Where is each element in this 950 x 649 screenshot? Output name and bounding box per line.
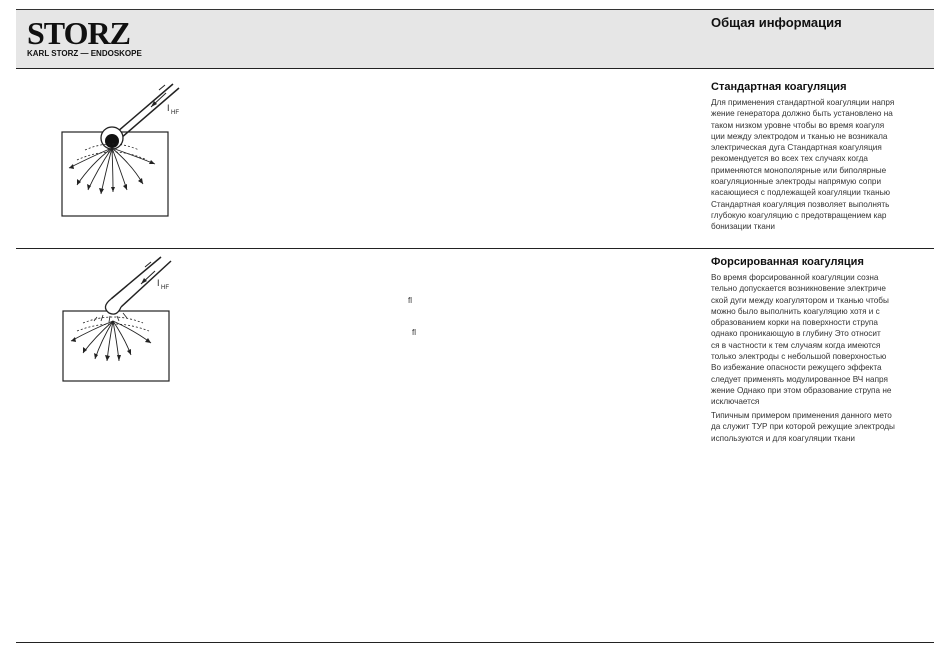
text-line: ся в частности к тем случаям когда имеются	[711, 340, 881, 350]
header-divider	[16, 68, 934, 69]
text-line: следует применять модулированное ВЧ напря	[711, 374, 888, 384]
logo-wordmark: STORZ	[27, 15, 130, 51]
text-line: исключается	[711, 397, 760, 407]
section-body-forced-example	[711, 410, 936, 444]
text-line: да служит ТУР при которой режущие электроды	[711, 422, 895, 432]
current-label: I	[167, 103, 170, 113]
stray-mark: ﬂ	[408, 296, 412, 305]
text-line: ции между электродом и тканью не возникала	[711, 131, 888, 141]
text-line: образованием корки на поверхности струпа	[711, 318, 878, 328]
text-line: только электроды с небольшой поверхностью	[711, 352, 887, 362]
section-body-standard	[711, 97, 936, 233]
text-line: однако проникающую в глубину Это относит	[711, 329, 881, 339]
current-label: I	[157, 278, 160, 288]
text-line: ской дуги между коагулятором и тканью чтобы	[711, 295, 889, 305]
section-body-forced	[711, 272, 936, 408]
tissue-block	[63, 311, 169, 381]
text-line: Для применения стандартной коагуляции напря	[711, 98, 895, 107]
current-spread-arrows	[71, 321, 151, 361]
section-divider	[16, 248, 934, 249]
text-line: тельно допускается возникновение электриче	[711, 284, 886, 294]
text-line: таком низком уровне чтобы во время коагуля	[711, 120, 885, 130]
section-heading-standard: Стандартная коагуляция	[711, 81, 847, 93]
text-line: можно было выполнить коагуляцию хотя и с	[711, 306, 880, 316]
stray-mark: ﬂ	[412, 328, 416, 337]
standard-coagulation-figure	[55, 80, 195, 220]
text-line: жение генератора должно быть установлено на	[711, 109, 893, 119]
text-line: применяются монополярные или биполярные	[711, 165, 887, 175]
text-line: Во избежание опасности режущего эффекта	[711, 363, 882, 373]
text-line: рекомендуется во всех тех случаях когда	[711, 154, 868, 164]
storz-logo	[27, 15, 167, 62]
text-line: жение Однако при этом образование струпа не	[711, 385, 892, 395]
electrode-tip	[105, 299, 121, 314]
text-line: Во время форсированной коагуляции созна	[711, 273, 879, 282]
current-label-sub: HF	[171, 110, 179, 116]
text-line: глубокую коагуляцию с предотвращением кар	[711, 210, 887, 220]
footer-divider	[16, 642, 934, 643]
text-line: Стандартная коагуляция позволяет выполнять	[711, 199, 890, 209]
current-label-sub: HF	[161, 285, 169, 291]
electrode-shaft-edge	[117, 84, 173, 132]
text-line: бонизации ткани	[711, 222, 775, 232]
text-line: электрическая дуга Стандартная коагуляция	[711, 143, 882, 153]
spark-marks	[94, 313, 127, 322]
text-line: коагуляционные электроды напрямую сопри	[711, 177, 882, 187]
logo-subtitle: KARL STORZ — ENDOSKOPE	[27, 49, 142, 58]
section-heading-forced: Форсированная коагуляция	[711, 256, 864, 268]
forced-coagulation-figure	[55, 255, 195, 385]
text-line: касающиеся с подлежащей коагуляции тканью	[711, 188, 891, 198]
text-line: Типичным примером применения данного мето	[711, 411, 892, 420]
page-title: Общая информация	[711, 15, 842, 30]
text-line: используются и для коагуляции ткани	[711, 433, 855, 443]
